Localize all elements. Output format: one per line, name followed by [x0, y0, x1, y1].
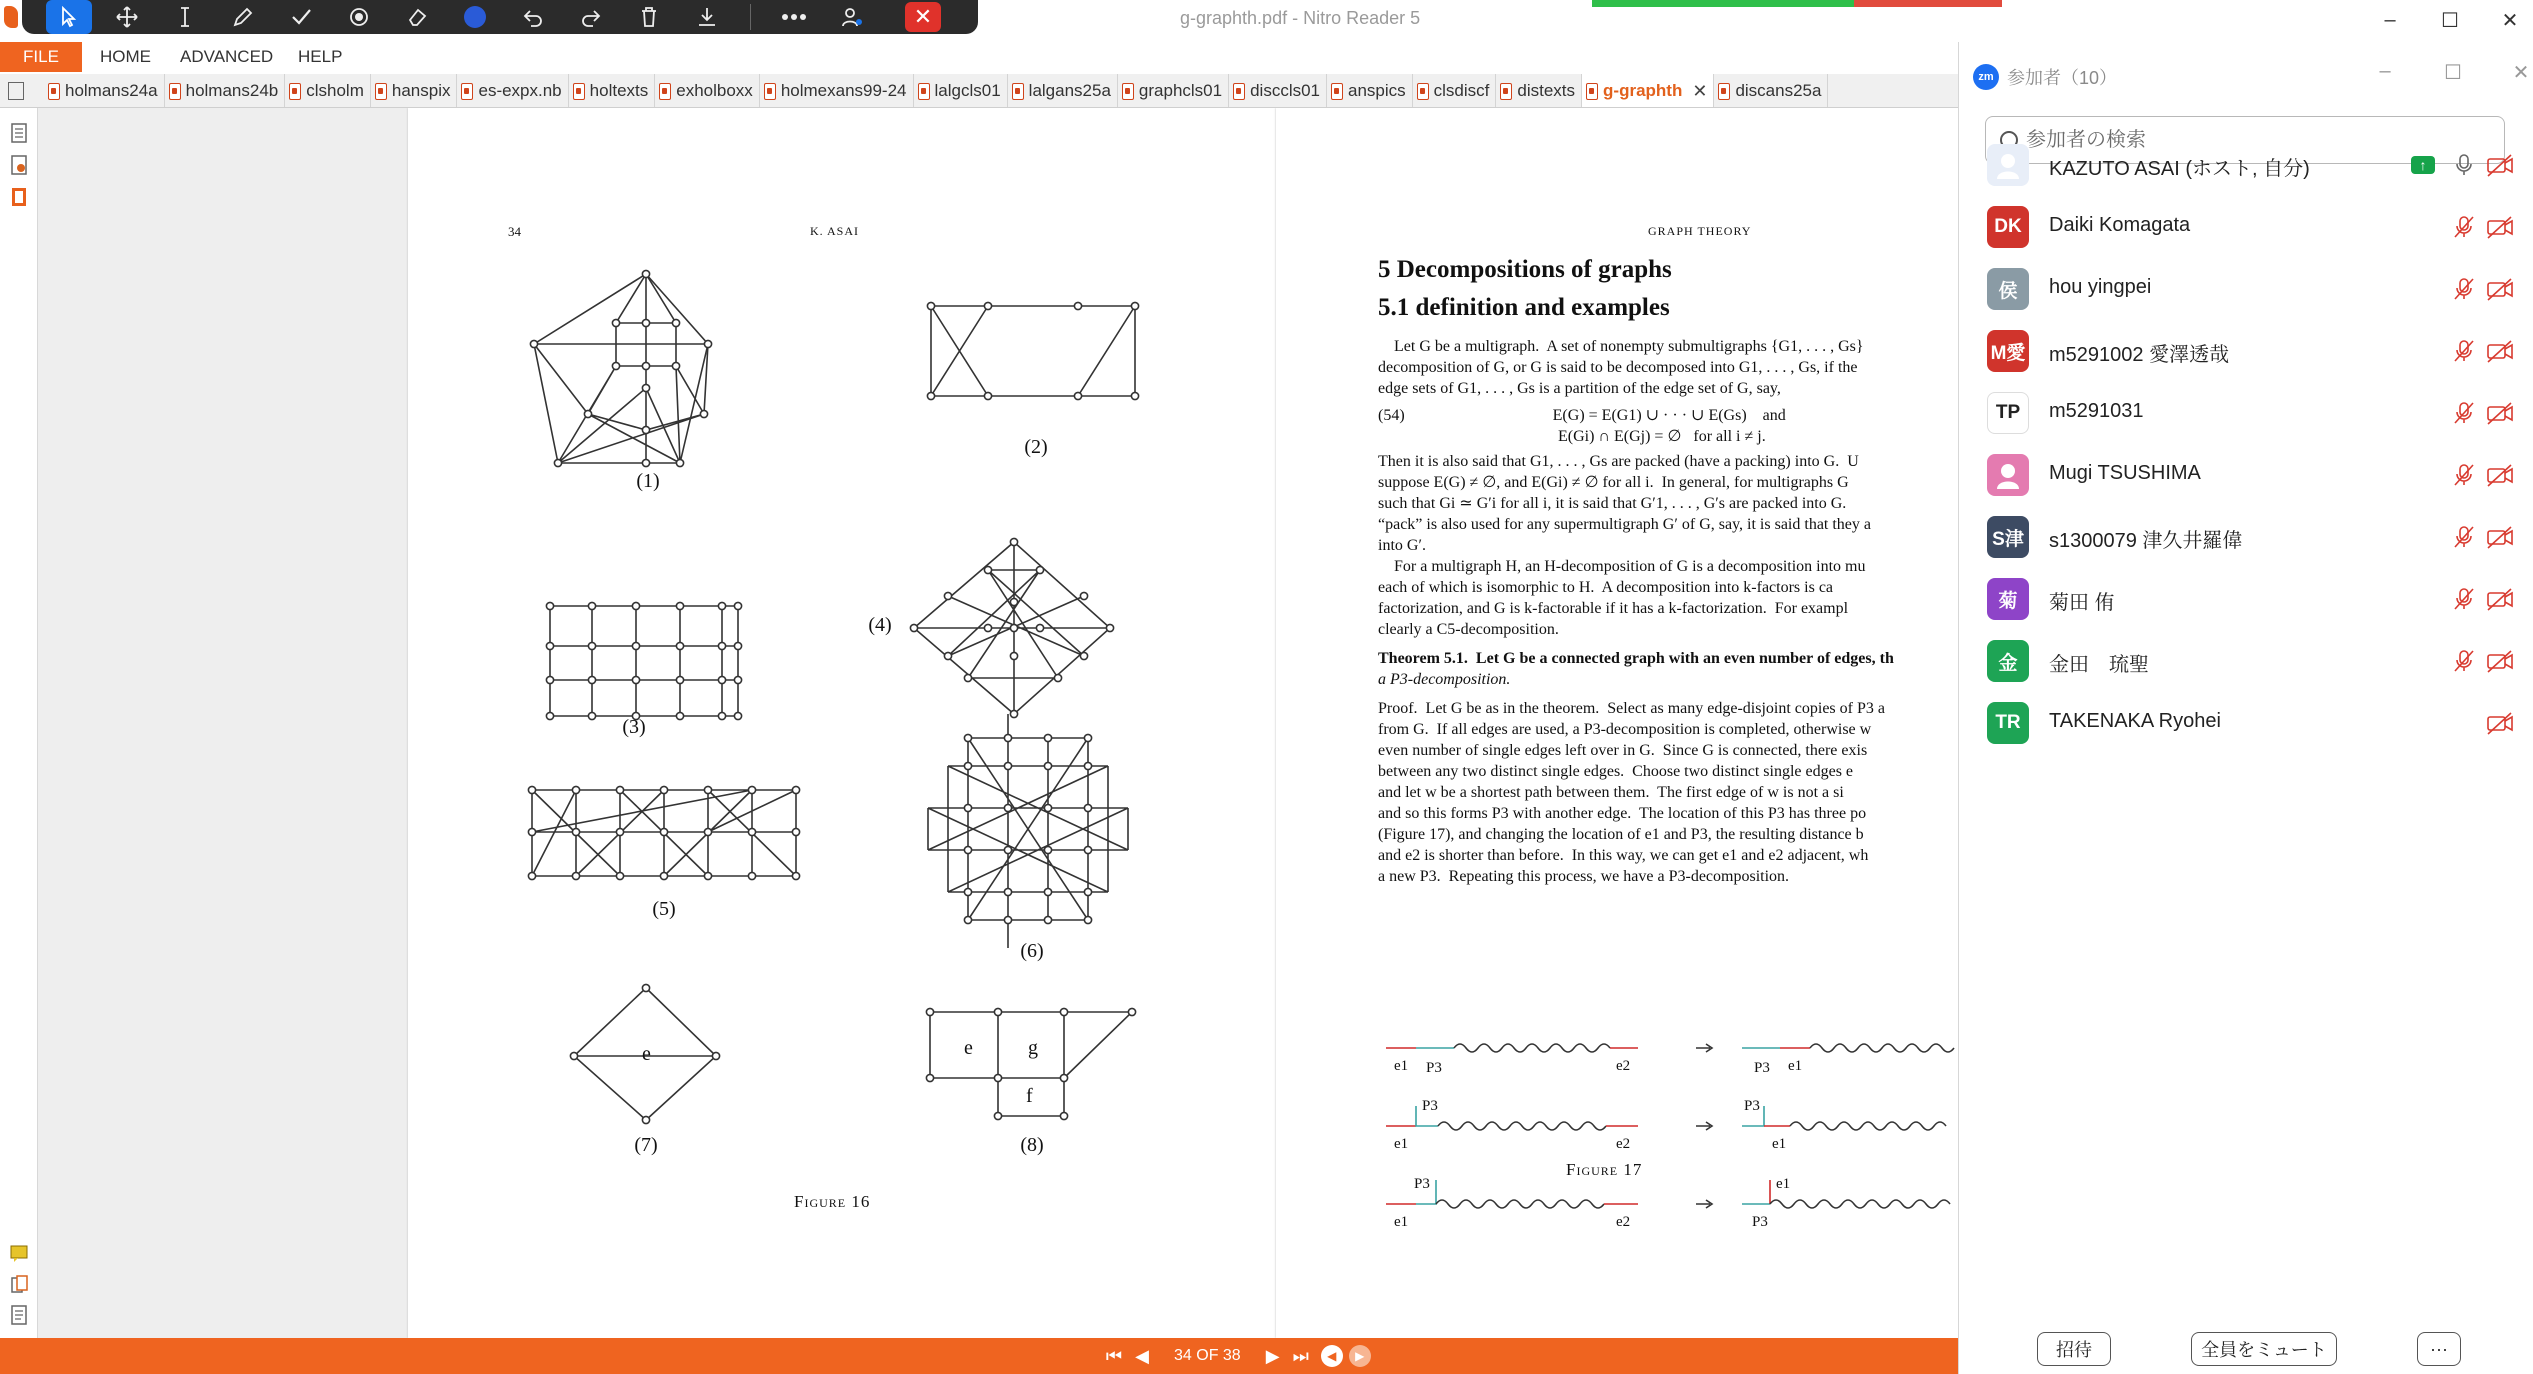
- tab-g-graphth[interactable]: [1582, 74, 1714, 108]
- trash-icon[interactable]: [620, 0, 678, 34]
- participant-name: Mugi TSUSHIMA: [2049, 462, 2201, 484]
- figure-label-2: (2): [1024, 436, 1048, 458]
- figure-label-4: (4): [868, 614, 892, 636]
- zoom-logo-icon: zm: [1973, 64, 1999, 90]
- page-number: 34: [508, 224, 521, 239]
- tabs: [44, 74, 1828, 108]
- tab-label: disccls01: [1250, 81, 1321, 100]
- layers-icon[interactable]: [9, 1274, 29, 1296]
- pdf-file-icon: [1122, 83, 1134, 100]
- pdf-file-icon: [1500, 83, 1512, 100]
- tab-label: exholboxx: [676, 81, 753, 100]
- label-e1: e1: [1394, 1058, 1409, 1074]
- avatar: 侯: [1987, 268, 2029, 310]
- pdf-file-icon: [169, 83, 181, 100]
- panel-maximize-button[interactable]: ☐: [2444, 62, 2462, 84]
- participant-name: Daiki Komagata: [2049, 214, 2191, 236]
- label-p3: P3: [1422, 1098, 1438, 1114]
- tab-exholboxx[interactable]: [655, 74, 760, 108]
- tab-label: es-expx.nb: [478, 81, 562, 100]
- more-icon[interactable]: [765, 0, 823, 34]
- back-view-icon[interactable]: ◀: [1321, 1345, 1343, 1367]
- camera-off-icon[interactable]: [2485, 710, 2515, 736]
- forward-view-icon[interactable]: ▶: [1349, 1345, 1371, 1367]
- figure-16-graphs: [408, 108, 1308, 1338]
- panel-minimize-button[interactable]: –: [2379, 60, 2391, 82]
- participant-row[interactable]: [1959, 258, 2533, 320]
- text-line: Let G be a multigraph. A set of nonempty submultigraphs {G1, . . . , Gs}: [1378, 338, 1864, 355]
- download-icon[interactable]: [678, 0, 736, 34]
- text-line: such that Gi ≃ G′i for all i, it is said that G′1, . . . , G′s are packed into G.: [1378, 495, 1847, 512]
- microphone-muted-icon[interactable]: [2451, 586, 2477, 612]
- camera-off-icon[interactable]: [2485, 586, 2515, 612]
- microphone-muted-icon[interactable]: [2451, 524, 2477, 550]
- graph-1: [530, 270, 711, 466]
- eraser-icon[interactable]: [388, 0, 446, 34]
- microphone-muted-icon[interactable]: [2451, 276, 2477, 302]
- invite-button[interactable]: 招待: [2037, 1332, 2111, 1366]
- camera-off-icon[interactable]: [2485, 462, 2515, 488]
- color-picker-icon[interactable]: [446, 0, 504, 34]
- move-icon[interactable]: [98, 0, 156, 34]
- panel-footer: [1959, 1332, 2533, 1374]
- pdf-file-icon: [1417, 83, 1429, 100]
- document-viewport[interactable]: [38, 108, 1958, 1338]
- zoom-participants-panel: [1958, 42, 2533, 1374]
- proof-line: even number of single edges left over in G. Since G is connected, there exis: [1378, 742, 1868, 759]
- proof-line: (Figure 17), and changing the location of e1 and P3, the resulting distance b: [1378, 826, 1864, 843]
- first-page-icon[interactable]: ⏮: [1105, 1345, 1123, 1366]
- tab-lalgcls01[interactable]: [914, 74, 1008, 108]
- page-navigation: [1100, 1342, 1371, 1370]
- tab-holmexans99-24[interactable]: [760, 74, 914, 108]
- tab-holtexts[interactable]: [569, 74, 656, 108]
- text-line: into G′.: [1378, 537, 1426, 554]
- pdf-file-icon: [461, 83, 473, 100]
- face-label-f: f: [1026, 1085, 1033, 1107]
- figure-17-caption: Figure 17: [1566, 1160, 1643, 1179]
- text-line: For a multigraph H, an H-decomposition of G is a decomposition into mu: [1378, 558, 1866, 575]
- text-line: edge sets of G1, . . . , Gs is a partition of the edge set of G, say,: [1378, 380, 1781, 397]
- proof-line: and so this forms P3 with another edge. The location of this P3 has three po: [1378, 805, 1867, 822]
- pdf-file-icon: [918, 83, 930, 100]
- avatar: S津: [1987, 516, 2029, 558]
- text-line: decomposition of G, or G is said to be decomposed into G1, . . . , Gs, if the: [1378, 359, 1858, 376]
- running-header: K. ASAI: [810, 224, 860, 238]
- microphone-muted-icon[interactable]: [2451, 338, 2477, 364]
- pdf-file-icon: [1586, 83, 1598, 100]
- tab-label: holtexts: [589, 81, 649, 100]
- comments-icon[interactable]: [9, 1242, 29, 1264]
- participant-row[interactable]: [1959, 134, 2533, 196]
- participants-title: 参加者（10）: [2007, 68, 2118, 88]
- participant-row[interactable]: [1959, 320, 2533, 382]
- avatar: TP: [1987, 392, 2029, 434]
- proof-line: Proof. Let G be as in the theorem. Select as many edge-disjoint copies of P3 a: [1378, 700, 1885, 717]
- face-label-e: e: [964, 1037, 973, 1059]
- tab-label: lalgcls01: [934, 81, 1001, 100]
- label-p3: P3: [1754, 1060, 1770, 1076]
- camera-off-icon[interactable]: [2485, 400, 2515, 426]
- participant-name: m5291002 愛澤透哉: [2049, 344, 2230, 366]
- participant-name: s1300079 津久井羅偉: [2049, 530, 2243, 552]
- participant-name: 金田 琉聖: [2049, 654, 2149, 676]
- camera-off-icon[interactable]: [2485, 214, 2515, 240]
- tab-clsdiscf[interactable]: [1413, 74, 1497, 108]
- pdf-page-34: [408, 108, 1308, 1338]
- participant-name: KAZUTO ASAI (ホスト, 自分): [2049, 158, 2310, 180]
- label-e1: e1: [1776, 1176, 1791, 1192]
- participant-row[interactable]: [1959, 506, 2533, 568]
- pdf-file-icon: [48, 83, 60, 100]
- text-line: each of which is isomorphic to H. A decomposition into k-factors is ca: [1378, 579, 1834, 596]
- tab-disccls01[interactable]: [1229, 74, 1327, 108]
- pdf-page-35: [1276, 108, 1958, 1338]
- figure-16-caption: Figure 16: [794, 1192, 871, 1211]
- participant-row[interactable]: [1959, 382, 2533, 444]
- tab-anspics[interactable]: [1327, 74, 1413, 108]
- graph-2: [927, 302, 1138, 399]
- label-e1: e1: [1788, 1058, 1803, 1074]
- participant-name: m5291031: [2049, 400, 2144, 422]
- panel-window-controls: [2351, 60, 2533, 85]
- microphone-muted-icon[interactable]: [2451, 648, 2477, 674]
- participant-row[interactable]: [1959, 568, 2533, 630]
- figure-17-diagram: [1276, 1028, 1958, 1248]
- more-options-button[interactable]: ···: [2417, 1332, 2461, 1366]
- close-toolbar-icon[interactable]: ✕: [905, 2, 941, 32]
- tab-distexts[interactable]: [1496, 74, 1582, 108]
- tab-es-expx[interactable]: [457, 74, 568, 108]
- participant-row[interactable]: [1959, 196, 2533, 258]
- tab-holmans24a[interactable]: [44, 74, 165, 108]
- running-header: GRAPH THEORY: [1648, 224, 1752, 238]
- next-page-icon[interactable]: ▶: [1265, 1345, 1280, 1366]
- figure-label-1: (1): [636, 470, 660, 492]
- tab-label: discans25a: [1735, 81, 1822, 100]
- label-p3: P3: [1414, 1176, 1430, 1192]
- last-page-icon[interactable]: ⏭: [1292, 1345, 1309, 1366]
- stamp-icon[interactable]: [330, 0, 388, 34]
- text-cursor-icon[interactable]: [156, 0, 214, 34]
- microphone-icon[interactable]: [2451, 152, 2477, 178]
- graph-3: [546, 602, 741, 719]
- proof-line: and let w be a shortest path between them. The first edge of w is not a si: [1378, 784, 1844, 801]
- avatar: TR: [1987, 702, 2029, 744]
- attachments-icon[interactable]: [9, 186, 29, 208]
- camera-off-icon[interactable]: [2485, 276, 2515, 302]
- label-p3: P3: [1752, 1214, 1768, 1230]
- graph-6: [928, 714, 1128, 948]
- participant-row[interactable]: [1959, 692, 2533, 754]
- participant-name: TAKENAKA Ryohei: [2049, 710, 2221, 732]
- pdf-file-icon: [1012, 83, 1024, 100]
- document-tab-bar: [0, 74, 1958, 108]
- avatar: [1987, 144, 2029, 186]
- outline-icon[interactable]: [9, 1304, 29, 1326]
- tab-label: holmans24b: [185, 81, 279, 100]
- microphone-muted-icon[interactable]: [2451, 214, 2477, 240]
- undo-icon[interactable]: [504, 0, 562, 34]
- menu-help[interactable]: HELP: [298, 47, 343, 66]
- tab-label: anspics: [1348, 81, 1406, 100]
- participant-row[interactable]: [1959, 630, 2533, 692]
- microphone-muted-icon[interactable]: [2451, 462, 2477, 488]
- label-p3: P3: [1426, 1060, 1442, 1076]
- menu-file[interactable]: FILE: [0, 42, 82, 72]
- toolbar-separator: [750, 4, 751, 30]
- equation-line: E(Gi) ∩ E(Gj) = ∅ for all i ≠ j.: [1378, 428, 1766, 445]
- participant-row[interactable]: [1959, 444, 2533, 506]
- bookmarks-icon[interactable]: [9, 154, 29, 176]
- screen-share-icon: ↑: [2411, 156, 2435, 174]
- participant-name: 菊田 侑: [2049, 592, 2115, 614]
- tab-label: clsholm: [306, 81, 364, 100]
- graph-4: [910, 538, 1113, 717]
- pdf-file-icon: [764, 83, 776, 100]
- avatar: M愛: [1987, 330, 2029, 372]
- text-line: Then it is also said that G1, . . . , Gs are packed (have a packing) into G. U: [1378, 453, 1859, 470]
- label-e2: e2: [1616, 1136, 1631, 1152]
- avatar: [1987, 454, 2029, 496]
- camera-off-icon[interactable]: [2485, 338, 2515, 364]
- tab-lalgans25a[interactable]: [1008, 74, 1118, 108]
- menu-advanced[interactable]: ADVANCED: [180, 47, 274, 66]
- close-window-button[interactable]: ✕: [2501, 9, 2519, 32]
- menu-home[interactable]: HOME: [100, 47, 151, 66]
- camera-off-icon[interactable]: [2485, 524, 2515, 550]
- tab-graphcls01[interactable]: [1118, 74, 1229, 108]
- previous-page-icon[interactable]: ◀: [1135, 1345, 1149, 1366]
- pdf-file-icon: [1331, 83, 1343, 100]
- check-icon[interactable]: [272, 0, 330, 34]
- label-e1: e1: [1394, 1214, 1409, 1230]
- share-status-strip-red: [1854, 0, 2002, 7]
- label-e2: e2: [1616, 1058, 1631, 1074]
- label-e2: e2: [1616, 1214, 1631, 1230]
- figure-label-7: (7): [634, 1134, 658, 1156]
- label-p3: P3: [1744, 1098, 1760, 1114]
- pages-icon[interactable]: [9, 122, 29, 144]
- definition-text: [1378, 336, 1958, 887]
- pdf-file-icon: [659, 83, 671, 100]
- text-line: clearly a C5-decomposition.: [1378, 621, 1559, 638]
- equation-line: (54) E(G) = E(G1) ∪ · · · ∪ E(Gs) and: [1378, 407, 1786, 424]
- panel-close-button[interactable]: ✕: [2512, 62, 2530, 84]
- pdf-file-icon: [289, 83, 301, 100]
- tab-discans25a[interactable]: [1714, 74, 1828, 108]
- camera-off-icon[interactable]: [2485, 648, 2515, 674]
- avatar: DK: [1987, 206, 2029, 248]
- text-line: “pack” is also used for any supermultigraph G′ of G, say, it is said that they a: [1378, 516, 1872, 533]
- proof-line: and e2 is shorter than before. In this way, we can get e1 and e2 adjacent, wh: [1378, 847, 1869, 864]
- section-title: 5 Decompositions of graphs: [1378, 256, 1672, 283]
- tab-label: holmexans99-24: [780, 81, 907, 100]
- page-indicator[interactable]: 34 OF 38: [1174, 1347, 1241, 1364]
- avatar: 菊: [1987, 578, 2029, 620]
- pen-icon[interactable]: [214, 0, 272, 34]
- figure-label-6: (6): [1020, 940, 1044, 962]
- tab-label: g-graphth: [1603, 81, 1683, 100]
- tab-label: holmans24a: [65, 81, 158, 100]
- annotation-toolbar: [22, 0, 978, 34]
- label-e1: e1: [1772, 1136, 1787, 1152]
- label-e1: e1: [1394, 1136, 1409, 1152]
- tab-clsholm[interactable]: [285, 74, 371, 108]
- graph-5: [528, 786, 799, 879]
- participant-settings-icon[interactable]: [823, 0, 881, 34]
- theorem-statement: a P3-decomposition.: [1378, 671, 1511, 688]
- tab-label: hanspix: [391, 81, 451, 100]
- pdf-file-icon: [1718, 83, 1730, 100]
- tab-hanspix[interactable]: [371, 74, 458, 108]
- maximize-button[interactable]: ☐: [2441, 9, 2459, 32]
- figure-label-5: (5): [652, 898, 676, 920]
- share-status-strip-green: [1592, 0, 1854, 7]
- bottom-navigation-bar: [0, 1338, 1958, 1374]
- pdf-file-icon: [375, 83, 387, 100]
- microphone-muted-icon[interactable]: [2451, 400, 2477, 426]
- face-label-g: g: [1028, 1037, 1038, 1059]
- participant-name: hou yingpei: [2049, 276, 2152, 298]
- close-tab-icon[interactable]: ✕: [1692, 80, 1708, 101]
- pdf-file-icon: [573, 83, 585, 100]
- minimize-button[interactable]: –: [2384, 8, 2396, 31]
- camera-off-icon[interactable]: [2485, 152, 2515, 178]
- proof-line: from G. If all edges are used, a P3-decomposition is completed, otherwise w: [1378, 721, 1872, 738]
- proof-line: between any two distinct single edges. Choose two distinct single edges e: [1378, 763, 1854, 780]
- menu-bar: [0, 42, 1958, 72]
- text-line: suppose E(G) ≠ ∅, and E(Gi) ≠ ∅ for all i. In general, for multigraphs G: [1378, 474, 1849, 491]
- tab-label: distexts: [1517, 81, 1576, 100]
- left-side-panel: [0, 108, 38, 1338]
- proof-line: a new P3. Repeating this process, we have a P3-decomposition.: [1378, 868, 1790, 885]
- tab-label: clsdiscf: [1433, 81, 1490, 100]
- text-line: factorization, and G is k-factorable if it has a k-factorization. For exampl: [1378, 600, 1849, 617]
- figure-label-8: (8): [1020, 1134, 1044, 1156]
- tab-label: graphcls01: [1138, 81, 1223, 100]
- window-title: g-graphth.pdf - Nitro Reader 5: [1180, 8, 1421, 28]
- tab-label: lalgans25a: [1028, 81, 1111, 100]
- redo-icon[interactable]: [562, 0, 620, 34]
- window-controls: [2360, 0, 2533, 40]
- figure-label-3: (3): [622, 716, 646, 738]
- tab-holmans24b[interactable]: [165, 74, 286, 108]
- subsection-title: 5.1 definition and examples: [1378, 294, 1670, 321]
- pdf-file-icon: [1233, 83, 1245, 100]
- nitro-logo-icon: [4, 6, 18, 28]
- mute-all-button[interactable]: 全員をミュート: [2191, 1332, 2337, 1366]
- face-label-e: e: [642, 1043, 651, 1065]
- tab-list-icon[interactable]: [8, 82, 24, 100]
- avatar: 金: [1987, 640, 2029, 682]
- theorem-statement: Theorem 5.1. Let G be a connected graph with an even number of edges, th: [1378, 650, 1894, 667]
- select-pointer-icon[interactable]: [46, 0, 92, 34]
